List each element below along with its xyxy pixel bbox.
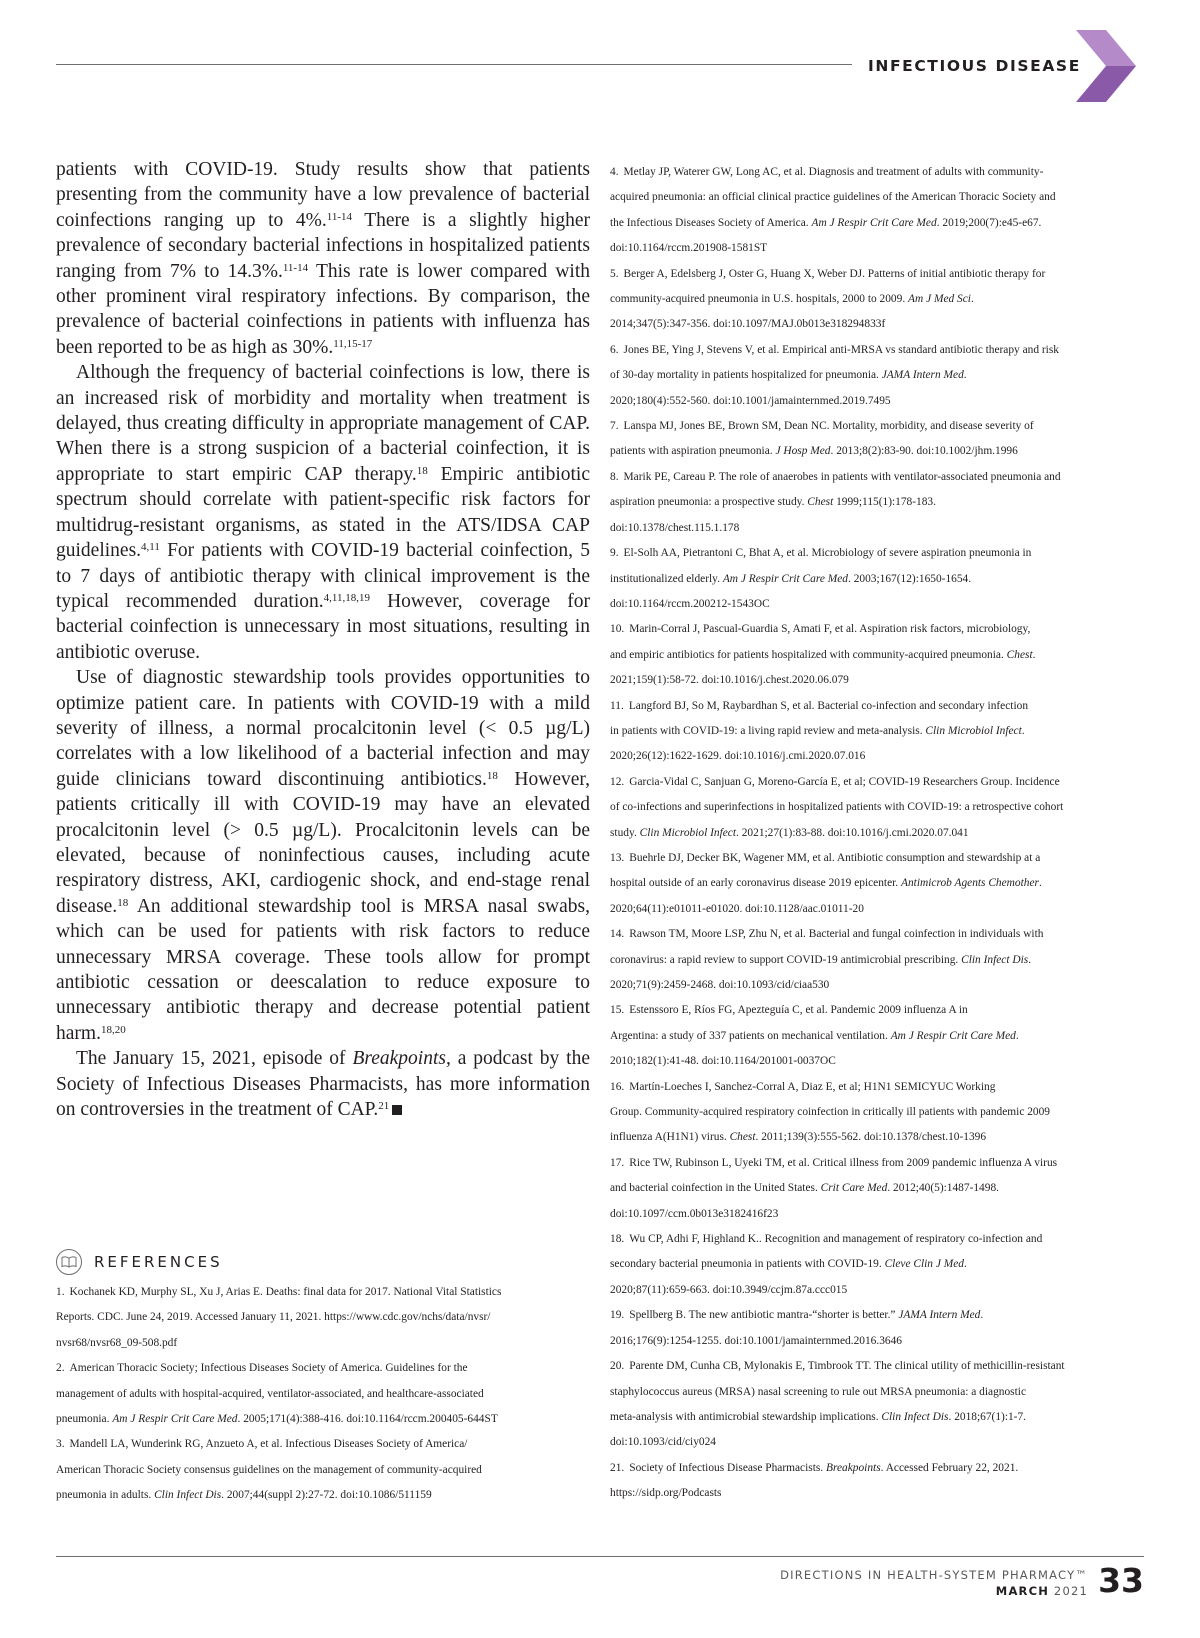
reference-line: patients with aspiration pneumonia. J Hosp Med. 2013;8(2):83-90. doi:10.1002/jhm.1996 [610,445,1018,458]
reference-entry: 12. Garcia-Vidal C, Sanjuan G, Moreno-García E, et al; COVID-19 Researchers Group. Incidence [610,775,1060,788]
reference-line: 2020;26(12):1622-1629. doi:10.1016/j.cmi.2020.07.016 [610,750,866,763]
reference-number: 18. [610,1233,625,1246]
references-heading [56,1247,223,1277]
reference-line: study. Clin Microbiol Infect. 2021;27(1):83-88. doi:10.1016/j.cmi.2020.07.041 [610,826,969,839]
reference-entry: 14. Rawson TM, Moore LSP, Zhu N, et al. Bacterial and fungal coinfection in individuals with [610,928,1044,941]
reference-number: 2. [56,1362,65,1375]
references-list-left [56,1280,596,1509]
reference-number: 8. [610,470,619,483]
reference-entry: 11. Langford BJ, So M, Raybardhan S, et al. Bacterial co-infection and secondary infection [610,699,1029,712]
reference-entry: 1. Kochanek KD, Murphy SL, Xu J, Arias E. Deaths: final data for 2017. National Vital Statistics [56,1286,502,1298]
reference-line: Reports. CDC. June 24, 2019. Accessed January 11, 2021. https://www.cdc.gov/nchs/data/nvsr/ [56,1311,491,1324]
body-paragraph: patients with COVID-19. Study results show that patients presenting from the community have a low prevalence of bacterial coinfections ranging up to 4%.$^{11-14}$ There is a slightly higher prevalence of secondary bacterial infections in hospitalized patients ranging from 7% to 14.3%.$^{11-14}$ This rate is lower compared with other prominent viral respiratory infections. By comparison, the prevalence of bacterial coinfections in patients with influenza has been reported to be as high as 30%.$^{11,15-17}$ [56,159,590,358]
reference-entry: 2. American Thoracic Society; Infectious Diseases Society of America. Guidelines for the [56,1362,468,1375]
reference-line: of 30-day mortality in patients hospitalized for pneumonia. JAMA Intern Med. [610,369,967,382]
reference-number: 13. [610,851,625,864]
reference-line: nvsr68/nvsr68_09-508.pdf [56,1336,178,1349]
header-rule [56,64,852,65]
reference-number: 10. [610,623,625,636]
reference-line: Group. Community-acquired respiratory coinfection in critically ill patients with pandemic 2009 [610,1106,1051,1119]
reference-number: 16. [610,1080,625,1093]
reference-line: of co-infections and superinfections in hospitalized patients with COVID-19: a retrospective cohort [610,801,1064,814]
reference-number: 19. [610,1309,625,1322]
reference-line: pneumonia. Am J Respir Crit Care Med. 2005;171(4):388-416. doi:10.1164/rccm.200405-644ST [56,1413,498,1426]
reference-entry: 9. El-Solh AA, Pietrantoni C, Bhat A, et al. Microbiology of severe aspiration pneumonia in [610,547,1032,560]
reference-entry: 17. Rice TW, Rubinson L, Uyeki TM, et al. Critical illness from 2009 pandemic influenza A virus [610,1156,1058,1169]
reference-line: community-acquired pneumonia in U.S. hospitals, 2000 to 2009. Am J Med Sci. [610,293,974,306]
reference-number: 12. [610,775,625,788]
reference-line: 2020;64(11):e01011-e01020. doi:10.1128/aac.01011-20 [610,902,864,915]
reference-entry: 15. Estenssoro E, Ríos FG, Apezteguía C, et al. Pandemic 2009 influenza A in [610,1004,968,1017]
journal-name: DIRECTIONS IN HEALTH-SYSTEM PHARMACY™ [780,1568,1088,1582]
body-paragraph: Although the frequency of bacterial coinfections is low, there is an increased risk of morbidity and mortality when treatment is delayed, thus creating difficulty in appropriate management of CAP. When there is a strong suspicion of a bacterial coinfection, it is appropriate to start empiric CAP therapy.$^{18}$ Empiric antibiotic spectrum should correlate with patient-specific risk factors for multidrug-resistant organisms, as stated in the ATS/IDSA CAP guidelines.$^{4,11}$ For patients with COVID-19 bacterial coinfection, 5 to 7 days of antibiotic therapy with clinical improvement is the typical recommended duration.$^{4,11,18,19}$ However, coverage for bacterial coinfection is unnecessary in most situations, resulting in antibiotic overuse. [56,362,590,663]
reference-line: doi:10.1164/rccm.200212-1543OC [610,597,770,610]
reference-line: doi:10.1093/cid/ciy024 [610,1436,716,1449]
citation: 11-14 [326,210,352,223]
references-list-right [610,160,1145,1507]
reference-line: secondary bacterial pneumonia in patients with COVID-19. Cleve Clin J Med. [610,1258,967,1271]
reference-entry: 3. Mandell LA, Wunderink RG, Anzueto A, et al. Infectious Diseases Society of America/ [56,1438,468,1451]
reference-line: management of adults with hospital-acquired, ventilator-associated, and healthcare-associated [56,1387,484,1400]
reference-entry: 13. Buehrle DJ, Decker BK, Wagener MM, et al. Antibiotic consumption and stewardship at a [610,851,1041,864]
reference-entry: 19. Spellberg B. The new antibiotic mantra-“shorter is better.” JAMA Intern Med. [610,1309,984,1322]
reference-entry: 7. Lanspa MJ, Jones BE, Brown SM, Dean NC. Mortality, morbidity, and disease severity of [610,420,1034,433]
reference-line: 2020;180(4):552-560. doi:10.1001/jamainternmed.2019.7495 [610,394,891,407]
reference-entry: 18. Wu CP, Adhi F, Highland K.. Recognition and management of respiratory co-infection and [610,1233,1043,1246]
reference-line: influenza A(H1N1) virus. Chest. 2011;139(3):555-562. doi:10.1378/chest.10-1396 [610,1131,987,1144]
reference-entry: 21. Society of Infectious Disease Pharmacists. Breakpoints. Accessed February 22, 2021. [610,1461,1019,1474]
reference-line: pneumonia in adults. Clin Infect Dis. 2007;44(suppl 2):27-72. doi:10.1086/511159 [56,1489,432,1502]
issue-date: MARCH 2021 [995,1584,1088,1598]
reference-number: 6. [610,343,619,356]
end-mark-icon [392,1105,402,1115]
reference-entry: 20. Parente DM, Cunha CB, Mylonakis E, Timbrook TT. The clinical utility of methicillin-resistant [610,1360,1065,1373]
reference-number: 11. [610,699,624,712]
reference-line: coronavirus: a rapid review to support COVID-19 antimicrobial prescribing. Clin Infect Dis. [610,953,1032,966]
reference-line: Argentina: a study of 337 patients on mechanical ventilation. Am J Respir Crit Care Med. [610,1029,1019,1042]
body-paragraph: The January 15, 2021, episode of Breakpoints, a podcast by the Society of Infectious Diseases Pharmacists, has more information on controversies in the treatment of CAP.$^{21}$ [56,1048,591,1121]
reference-number: 14. [610,928,625,941]
reference-line: https://sidp.org/Podcasts [610,1487,722,1500]
reference-line: staphylococcus aureus (MRSA) nasal screening to rule out MRSA pneumonia: a diagnostic [610,1385,1026,1398]
reference-line: 2016;176(9):1254-1255. doi:10.1001/jamainternmed.2016.3646 [610,1334,903,1347]
section-label: INFECTIOUS DISEASE [868,57,1081,75]
citation: 11,15-17 [333,337,373,350]
reference-number: 9. [610,547,619,560]
footer-rule [56,1556,1144,1557]
citation: 18 [486,769,498,782]
citation: 4,11 [141,541,160,554]
reference-entry: 4. Metlay JP, Waterer GW, Long AC, et al. Diagnosis and treatment of adults with community- [610,166,1044,178]
reference-line: hospital outside of an early coronavirus disease 2019 epicenter. Antimicrob Agents Chemother. [610,877,1042,890]
reference-entry: 16. Martín-Loeches I, Sanchez-Corral A, Diaz E, et al; H1N1 SEMICYUC Working [610,1080,996,1093]
reference-number: 15. [610,1004,625,1017]
reference-line: doi:10.1164/rccm.201908-1581ST [610,242,768,255]
book-icon [56,1249,82,1275]
reference-number: 3. [56,1438,65,1451]
reference-line: and bacterial coinfection in the United States. Crit Care Med. 2012;40(5):1487-1498. [610,1182,999,1195]
reference-line: institutionalized elderly. Am J Respir Crit Care Med. 2003;167(12):1650-1654. [610,572,972,585]
reference-entry: 5. Berger A, Edelsberg J, Oster G, Huang X, Weber DJ. Patterns of initial antibiotic therapy for [610,267,1046,280]
reference-line: the Infectious Diseases Society of America. Am J Respir Crit Care Med. 2019;200(7):e45-e67. [610,216,1042,229]
reference-line: aspiration pneumonia: a prospective study. Chest 1999;115(1):178-183. [610,496,936,509]
reference-line: 2010;182(1):41-48. doi:10.1164/201001-0037OC [610,1055,836,1068]
citation: 21 [378,1099,390,1112]
reference-line: 2020;71(9):2459-2468. doi:10.1093/cid/ciaa530 [610,979,830,991]
citation: 11-14 [282,261,309,274]
citation: 18,20 [100,1023,126,1036]
citation: 18 [416,464,428,477]
references-title: REFERENCES [94,1253,223,1271]
reference-number: 21. [610,1461,625,1474]
reference-line: 2020;87(11):659-663. doi:10.3949/ccjm.87a.ccc015 [610,1283,848,1296]
reference-number: 1. [56,1286,65,1298]
reference-entry: 8. Marik PE, Careau P. The role of anaerobes in patients with ventilator-associated pneumonia and [610,470,1061,483]
reference-line: 2014;347(5):347-356. doi:10.1097/MAJ.0b013e318294833f [610,318,886,331]
reference-entry: 10. Marin-Corral J, Pascual-Guardia S, Amati F, et al. Aspiration risk factors, microbiology, [610,623,1031,636]
reference-number: 20. [610,1360,625,1373]
reference-number: 7. [610,420,619,433]
reference-line: doi:10.1378/chest.115.1.178 [610,521,740,534]
citation: 4,11,18,19 [323,591,370,604]
reference-line: American Thoracic Society consensus guidelines on the management of community-acquired [56,1463,482,1476]
reference-line: 2021;159(1):58-72. doi:10.1016/j.chest.2020.06.079 [610,674,849,687]
chevron-icon [1076,30,1136,102]
reference-line: acquired pneumonia: an official clinical practice guidelines of the American Thoracic Society and [610,191,1056,204]
reference-number: 4. [610,166,619,178]
reference-line: meta-analysis with antimicrobial stewardship implications. Clin Infect Dis. 2018;67(1):1-7. [610,1410,1027,1423]
reference-line: doi:10.1097/ccm.0b013e3182416f23 [610,1207,779,1220]
reference-line: and empiric antibiotics for patients hospitalized with community-acquired pneumonia. Chest. [610,648,1036,661]
reference-entry: 6. Jones BE, Ying J, Stevens V, et al. Empirical anti-MRSA vs standard antibiotic therapy and risk [610,343,1059,356]
body-paragraph: Use of diagnostic stewardship tools provides opportunities to optimize patient care. In patients with COVID-19 with a mild severity of illness, a normal procalcitonin level (< 0.5 µg/L) correlates with a low likelihood of a bacterial infection and may guide clinicians toward discontinuing antibiotics.$^{18}$ However, patients critically ill with COVID-19 may have an elevated procalcitonin level (> 0.5 µg/L). Procalcitonin levels can be elevated, because of noninfectious causes, including acute respiratory distress, AKI, cardiogenic shock, and end-stage renal disease.$^{18}$ An additional stewardship tool is MRSA nasal swabs, which can be used for patients with risk factors to reduce unnecessary MRSA coverage. These tools allow for prompt antibiotic cessation or deescalation to reduce exposure to unnecessary antibiotic therapy and decrease potential patient harm.$^{18,20}$ [56,667,590,1044]
reference-line: in patients with COVID-19: a living rapid review and meta-analysis. Clin Microbiol Infect. [610,724,1025,737]
reference-number: 17. [610,1156,625,1169]
article-body [56,157,590,1122]
page-number: 33 [1098,1561,1144,1600]
citation: 18 [117,896,129,909]
reference-number: 5. [610,267,619,280]
